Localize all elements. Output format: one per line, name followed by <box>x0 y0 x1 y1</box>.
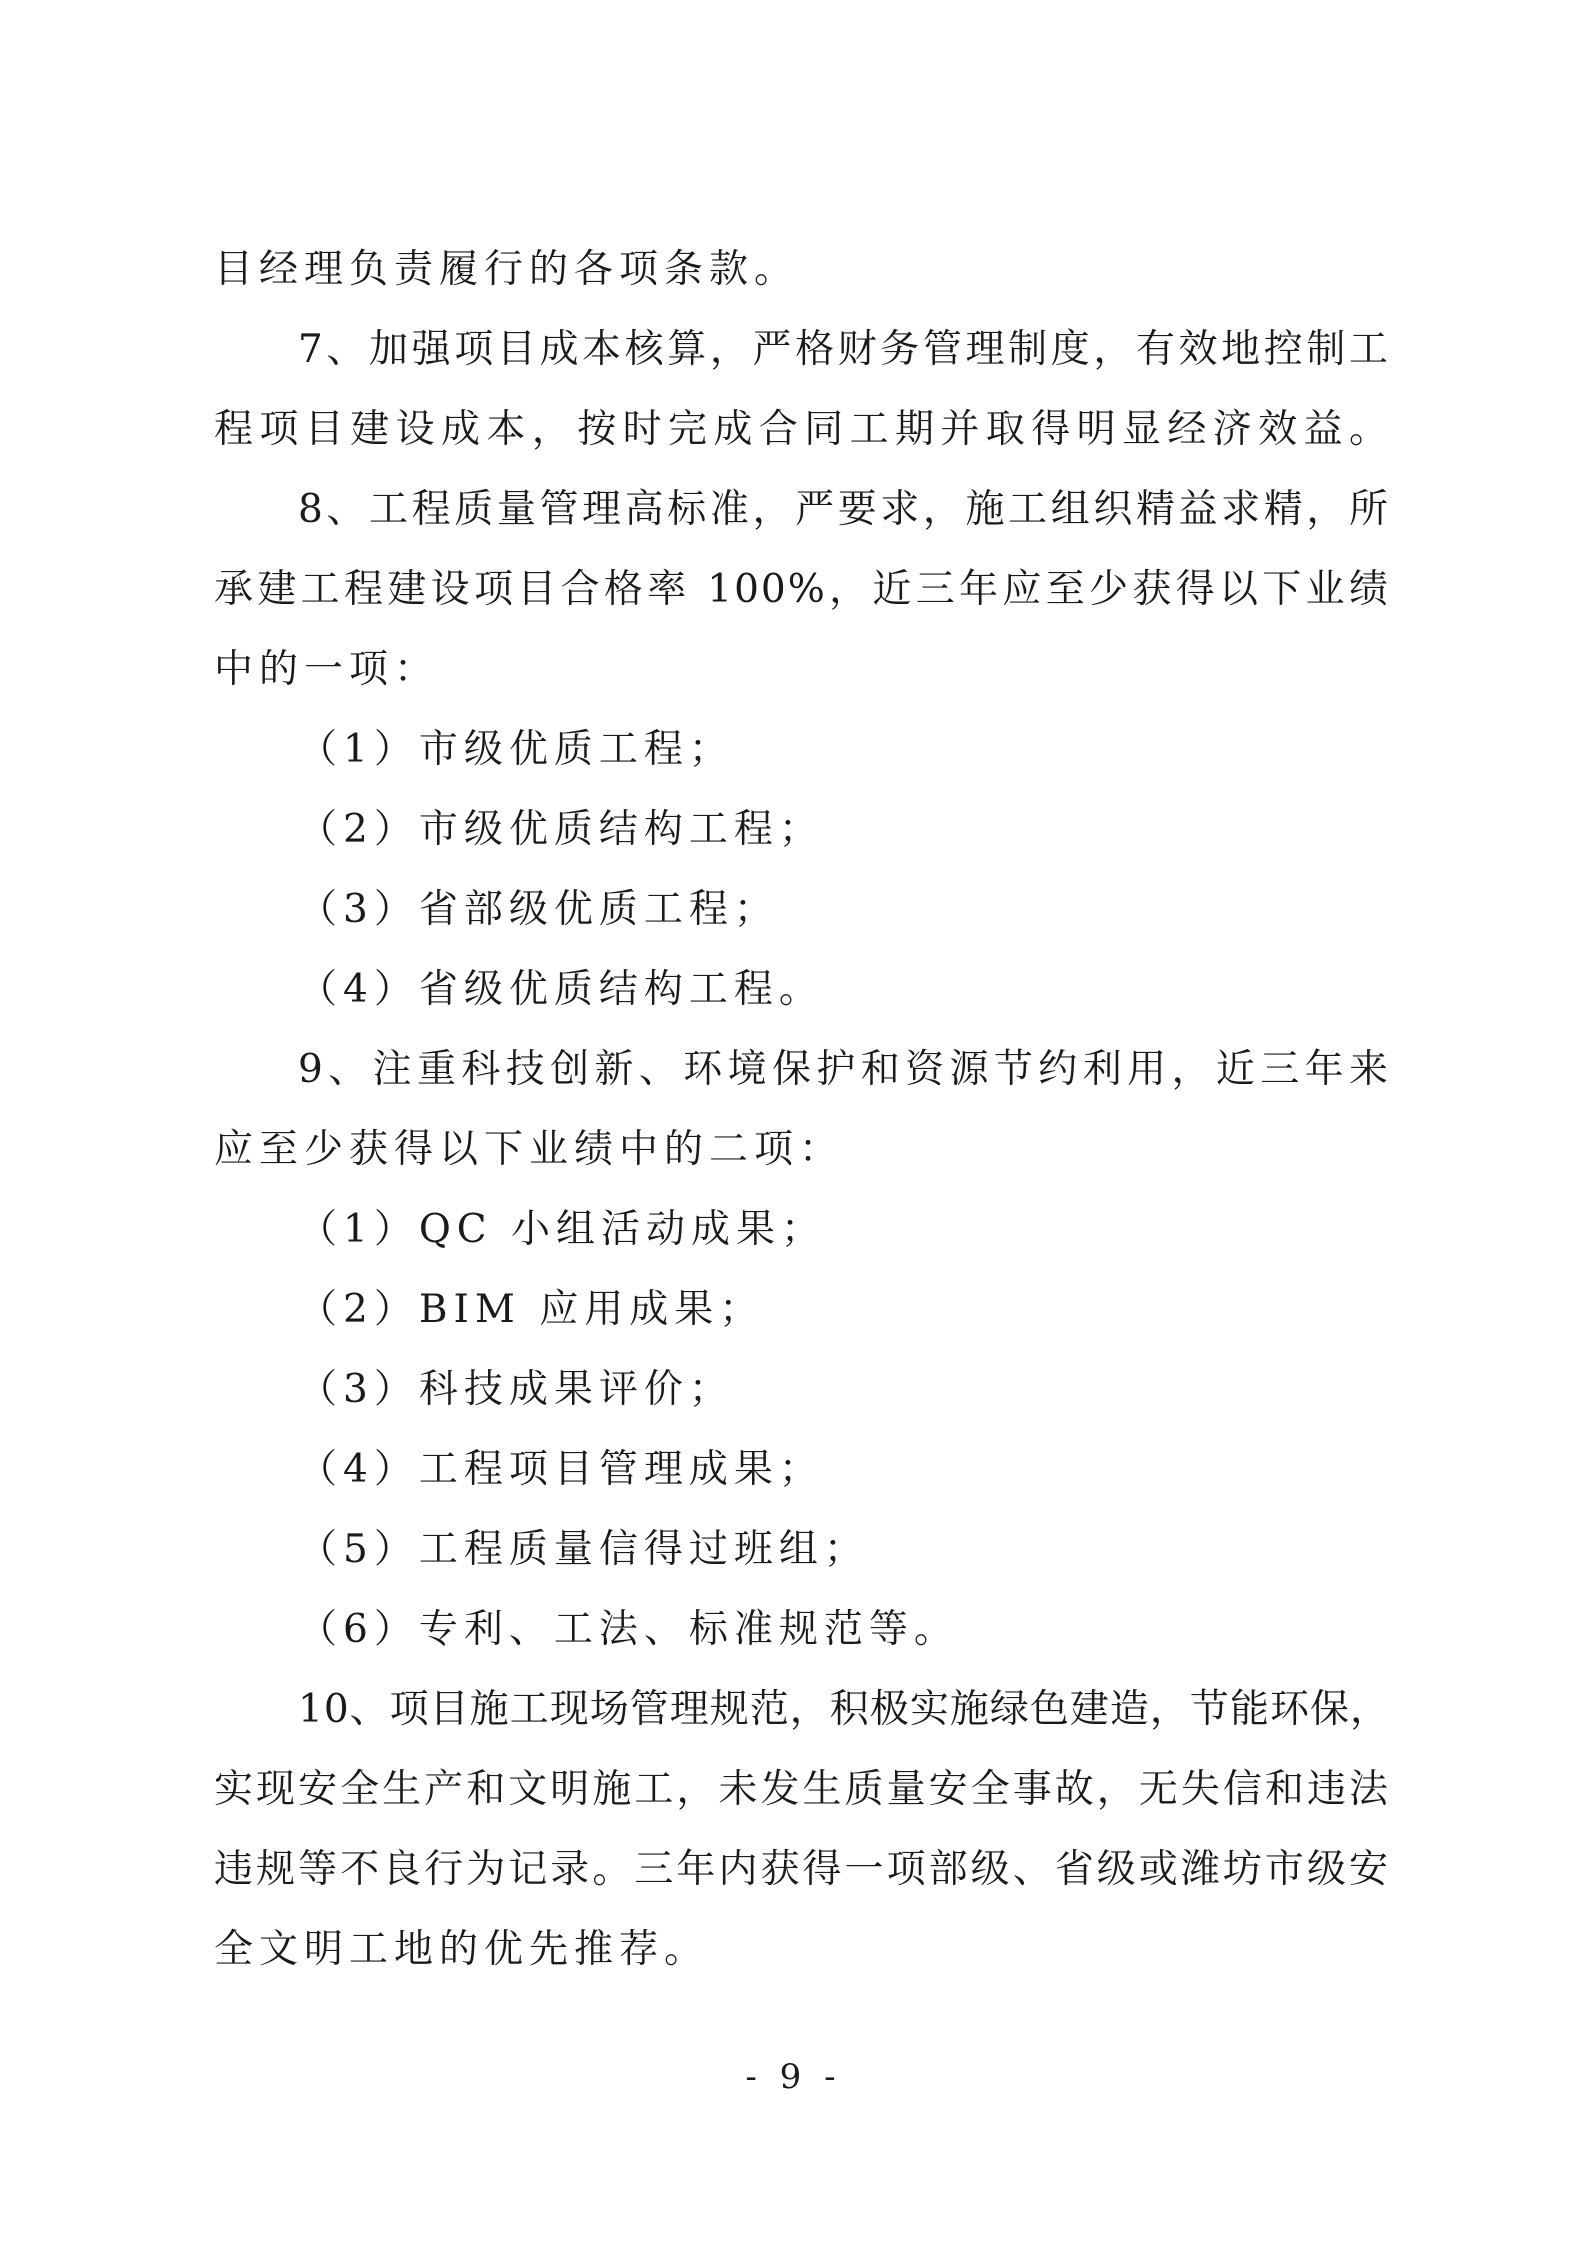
clause-7-line-1: 7、加强项目成本核算，严格财务管理制度，有效地控制工 <box>298 327 1390 372</box>
clause-10-line-2: 实现安全生产和文明施工，未发生质量安全事故，无失信和违法 <box>214 1767 1390 1812</box>
clause-8-line-1: 8、工程质量管理高标准，严要求，施工组织精益求精，所 <box>298 487 1390 532</box>
clause-10-line-1: 10、项目施工现场管理规范，积极实施绿色建造，节能环保， <box>298 1687 1390 1732</box>
clause-9-item-5: （5）工程质量信得过班组； <box>298 1527 869 1572</box>
clause-8-item-1: （1）市级优质工程； <box>298 727 734 772</box>
clause-8-line-3: 中的一项： <box>214 647 440 692</box>
paragraph-line: 目经理负责履行的各项条款。 <box>214 247 800 292</box>
page-number: - 9 - <box>745 2057 842 2097</box>
clause-8-item-2: （2）市级优质结构工程； <box>298 807 824 852</box>
clause-9-item-1: （1）QC 小组活动成果； <box>298 1207 827 1252</box>
clause-9-item-2: （2）BIM 应用成果； <box>298 1287 765 1332</box>
clause-10-line-3: 违规等不良行为记录。三年内获得一项部级、省级或潍坊市级安 <box>214 1847 1390 1892</box>
clause-9-line-1: 9、注重科技创新、环境保护和资源节约利用，近三年来 <box>298 1047 1390 1092</box>
clause-8-item-4: （4）省级优质结构工程。 <box>298 967 824 1012</box>
clause-10-line-4: 全文明工地的优先推荐。 <box>214 1927 710 1972</box>
clause-7-line-2: 程项目建设成本，按时完成合同工期并取得明显经济效益。 <box>214 407 1390 452</box>
clause-9-item-4: （4）工程项目管理成果； <box>298 1447 824 1492</box>
clause-9-item-6: （6）专利、工法、标准规范等。 <box>298 1607 959 1652</box>
clause-8-item-3: （3）省部级优质工程； <box>298 887 779 932</box>
clause-8-line-2: 承建工程建设项目合格率 100%，近三年应至少获得以下业绩 <box>214 567 1390 612</box>
clause-9-item-3: （3）科技成果评价； <box>298 1367 734 1412</box>
clause-9-line-2: 应至少获得以下业绩中的二项： <box>214 1127 845 1172</box>
